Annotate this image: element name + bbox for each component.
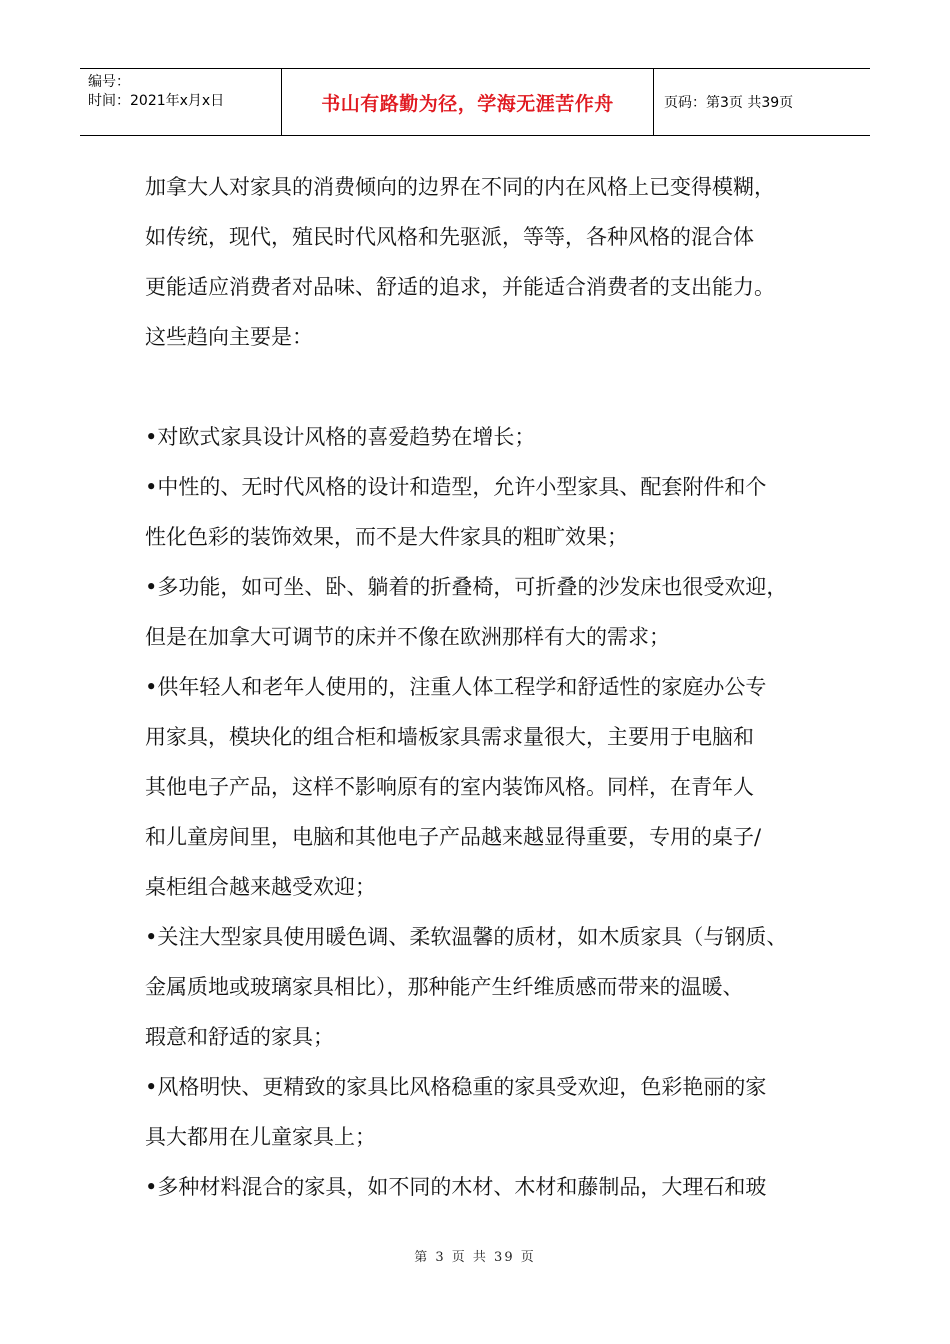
page-footer: 第 3 页 共 39 页 — [414, 1250, 536, 1265]
bullet-line: 金属质地或玻璃家具相比），那种能产生纤维质感而带来的温暖、 — [145, 975, 744, 999]
bullet-line: 性化色彩的装饰效果，而不是大件家具的粗旷效果； — [145, 525, 628, 549]
header-meta — [80, 69, 281, 135]
paragraph-gap — [145, 362, 835, 412]
body-line: 如传统，现代，殖民时代风格和先驱派，等等，各种风格的混合体 — [145, 225, 754, 249]
document-header — [80, 68, 870, 136]
bullet-line: •对欧式家具设计风格的喜爱趋势在增长； — [145, 425, 536, 449]
bullet-line: •风格明快、更精致的家具比风格稳重的家具受欢迎，色彩艳丽的家 — [145, 1075, 767, 1099]
bullet-line: •多种材料混合的家具，如不同的木材、木材和藤制品，大理石和玻 — [145, 1175, 767, 1199]
bullet-line: 和儿童房间里，电脑和其他电子产品越来越显得重要，专用的桌子/ — [145, 825, 762, 849]
body-line: 这些趋向主要是： — [145, 325, 313, 349]
document-body — [145, 162, 835, 1212]
bullet-line: 用家具，模块化的组合柜和墙板家具需求量很大，主要用于电脑和 — [145, 725, 754, 749]
body-line: 更能适应消费者对品味、舒适的追求，并能适合消费者的支出能力。 — [145, 275, 775, 299]
date-label: 时间：2021年x月x日 — [88, 93, 225, 109]
bullet-line: •关注大型家具使用暖色调、柔软温馨的质材，如木质家具（与钢质、 — [145, 925, 788, 949]
header-page-info: 页码：第3页 共39页 — [664, 95, 794, 111]
code-label: 编号： — [88, 74, 130, 90]
bullet-line: •多功能，如可坐、卧、躺着的折叠椅，可折叠的沙发床也很受欢迎， — [145, 575, 788, 599]
bullet-line: 瑕意和舒适的家具； — [145, 1025, 334, 1049]
header-motto: 书山有路勤为径，学海无涯苦作舟 — [281, 69, 654, 135]
bullet-line: •中性的、无时代风格的设计和造型，允许小型家具、配套附件和个 — [145, 475, 767, 499]
bullet-line: •供年轻人和老年人使用的，注重人体工程学和舒适性的家庭办公专 — [145, 675, 767, 699]
bullet-line: 桌柜组合越来越受欢迎； — [145, 875, 376, 899]
bullet-line: 具大都用在儿童家具上； — [145, 1125, 376, 1149]
bullet-line: 其他电子产品，这样不影响原有的室内装饰风格。同样，在青年人 — [145, 775, 754, 799]
body-line: 加拿大人对家具的消费倾向的边界在不同的内在风格上已变得模糊， — [145, 175, 775, 199]
bullet-line: 但是在加拿大可调节的床并不像在欧洲那样有大的需求； — [145, 625, 670, 649]
